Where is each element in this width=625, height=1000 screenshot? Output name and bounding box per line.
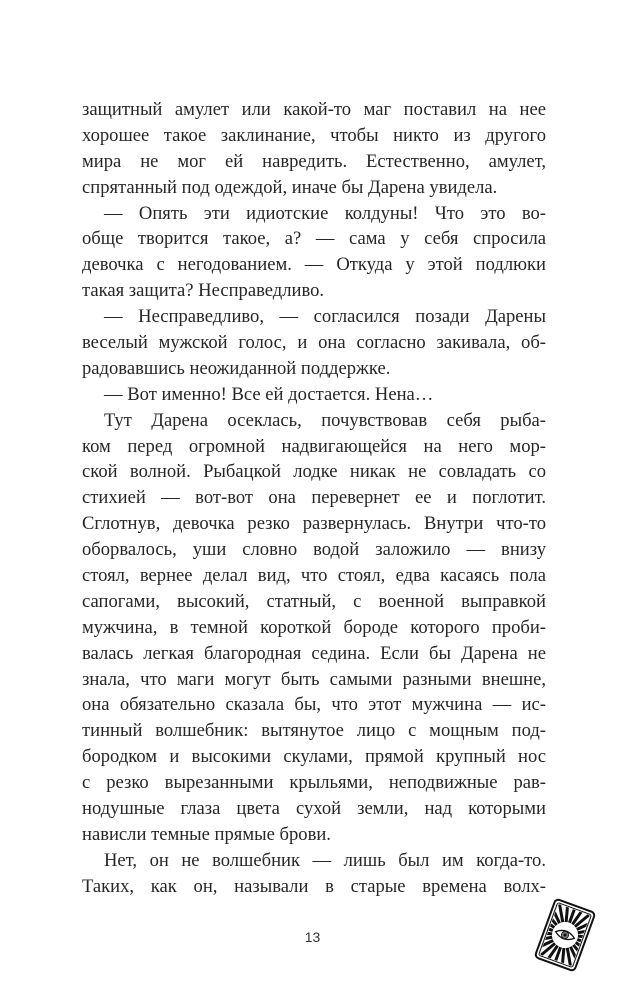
text-line: радовавшись неожиданной поддержке.	[82, 357, 391, 379]
text-line: — Несправедливо, — согласился позади Дарены	[104, 306, 546, 328]
text-line: Тут Дарена осеклась, почувствовав себя рыба-	[104, 409, 546, 431]
text-line: мира не мог ей навредить. Естественно, амулет,	[82, 150, 546, 172]
text-line: Сглотнув, девочка резко развернулась. Внутри что-то	[82, 513, 546, 535]
text-line: девочка с негодованием. — Откуда у этой подлюки	[82, 254, 546, 276]
text-line: оборвалось, уши словно водой заложило — внизу	[82, 539, 546, 561]
text-line: Таких, как он, называли в старые времена волх-	[82, 875, 546, 897]
page-number: 13	[304, 929, 321, 945]
text-line: хорошее такое заклинание, чтобы никто из другого	[82, 124, 546, 146]
text-line: — Опять эти идиотские колдуны! Что это во-	[104, 202, 546, 224]
text-line: нависли темные прямые брови.	[82, 823, 331, 845]
text-line: Нет, он не волшебник — лишь был им когда-то.	[104, 849, 546, 871]
text-line: веселый мужской голос, и она согласно закивала, об-	[82, 332, 546, 354]
text-line: защитный амулет или какой-то маг поставил на нее	[82, 99, 546, 120]
text-line: — Вот именно! Все ей достается. Нена…	[104, 383, 434, 405]
text-line: такая защита? Несправедливо.	[82, 280, 325, 302]
text-line: тинный волшебник: вытянутое лицо с мощным под-	[82, 720, 546, 742]
text-line: обще творится такое, а? — сама у себя спросила	[82, 228, 546, 250]
tarot-card-eye-icon	[530, 898, 600, 972]
text-line: бородком и высокими скулами, прямой крупный нос	[82, 746, 546, 768]
text-line: знала, что маги могут быть самыми разными внешне,	[82, 668, 546, 690]
text-line: с резко вырезанными крыльями, неподвижные рав-	[82, 772, 546, 794]
text-line: валась легкая благородная седина. Если бы Дарена не	[82, 642, 546, 664]
text-line: ской волной. Рыбацкой лодке никак не совладать со	[82, 461, 546, 483]
text-line: спрятанный под одеждой, иначе бы Дарена увидела.	[82, 176, 498, 198]
text-line: мужчина, в темной короткой бороде которого проби-	[82, 616, 546, 638]
text-line: сапогами, высокий, статный, с военной выправкой	[82, 590, 546, 612]
body-text	[82, 97, 546, 900]
text-line: нодушные глаза цвета сухой земли, над которыми	[82, 798, 546, 820]
text-line: стоял, вернее делал вид, что стоял, едва касаясь пола	[82, 565, 546, 587]
text-line: ком перед огромной надвигающейся на него мор-	[82, 435, 546, 457]
text-line: она обязательно сказала бы, что этот мужчина — ис-	[82, 694, 546, 716]
text-line: стихией — вот-вот она перевернет ее и поглотит.	[82, 487, 546, 509]
